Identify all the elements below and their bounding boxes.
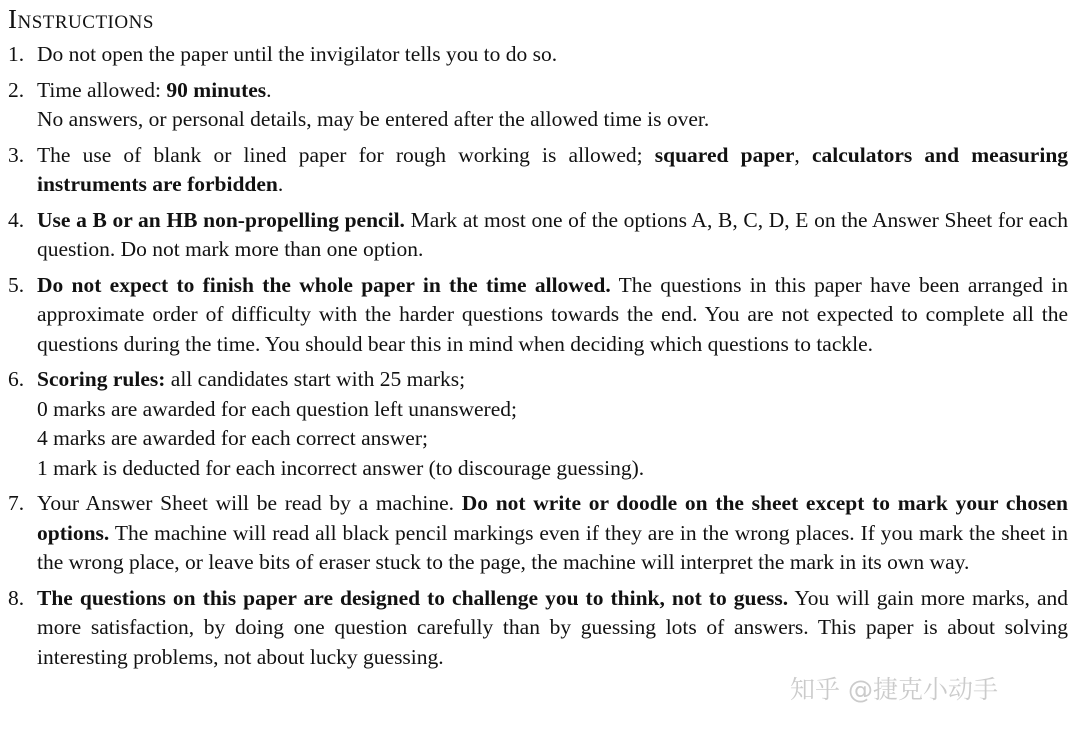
body-text: 0 marks are awarded for each question left unanswered; xyxy=(37,396,517,421)
body-text: , xyxy=(794,142,812,167)
body-text: . xyxy=(266,77,272,102)
emphasis-text: The questions on this paper are designed to challenge you to think, not to guess. xyxy=(37,585,789,610)
body-text: . xyxy=(277,172,284,196)
instruction-number: 6. xyxy=(8,367,25,391)
instruction-text xyxy=(37,365,1068,483)
body-text: Mark at most one of the options A, B, C, D, E on the Answer Sheet for each question. Do not mark more than one option. xyxy=(37,207,1069,261)
body-text: The use of blank or lined paper for rough working is allowed; xyxy=(37,142,655,167)
instruction-text xyxy=(37,584,1068,673)
instruction-item xyxy=(0,40,1080,70)
instruction-number: 5. xyxy=(8,272,25,297)
instruction-number: 2. xyxy=(8,77,25,102)
body-text: The machine will read all black pencil markings even if they are in the wrong places. If you mark the sheet in the wrong place, or leave bits of eraser stuck to the page, the machine will interpret the mark in its own way. xyxy=(37,520,1068,574)
body-text: 1 mark is deducted for each incorrect answer (to discourage guessing). xyxy=(37,455,645,480)
instruction-text xyxy=(37,40,1068,70)
page-title: Instructions xyxy=(8,4,154,34)
instruction-text xyxy=(37,141,1068,200)
body-text: all candidates start with 25 marks; xyxy=(165,367,466,391)
instruction-item xyxy=(0,489,1080,578)
instruction-text xyxy=(37,271,1068,360)
emphasis-text: calculators and measuring instruments are forbidden xyxy=(37,142,1069,196)
body-text: You will gain more marks, and more satisfaction, by doing one question carefully than by guessing lots of answers. This paper is about solving interesting problems, not about lucky guessing. xyxy=(37,585,1068,669)
instruction-number: 1. xyxy=(8,42,25,66)
instruction-text xyxy=(37,206,1068,265)
emphasis-text: Do not write or doodle on the sheet except to mark your chosen options. xyxy=(37,491,1069,545)
instructions-list xyxy=(0,40,1080,678)
emphasis-text: Use a B or an HB non-propelling pencil. xyxy=(37,207,405,232)
instruction-item xyxy=(0,584,1080,673)
emphasis-text: 90 minutes xyxy=(166,77,267,102)
instruction-number: 8. xyxy=(8,585,25,610)
instruction-item xyxy=(0,271,1080,360)
body-text: The questions in this paper have been arranged in approximate order of difficulty with the harder questions towards the end. You are not expected to complete all the questions during the time. You should bear this in mind when deciding which questions to tackle. xyxy=(37,272,1069,356)
emphasis-text: Scoring rules: xyxy=(37,367,166,391)
body-text: 4 marks are awarded for each correct answer; xyxy=(37,426,428,450)
instruction-number: 4. xyxy=(8,207,25,232)
body-text: No answers, or personal details, may be entered after the allowed time is over. xyxy=(37,107,710,131)
body-text: Do not open the paper until the invigilator tells you to do so. xyxy=(37,42,558,66)
instruction-item xyxy=(0,141,1080,200)
body-text: Your Answer Sheet will be read by a machine. xyxy=(37,491,462,515)
instruction-number: 7. xyxy=(8,491,25,515)
instruction-item xyxy=(0,206,1080,265)
emphasis-text: Do not expect to finish the whole paper in the time allowed. xyxy=(37,272,611,297)
watermark: 知乎 @捷克小动手 xyxy=(790,675,998,704)
emphasis-text: squared paper xyxy=(654,142,795,167)
instruction-text xyxy=(37,489,1068,578)
instruction-item xyxy=(0,365,1080,483)
instruction-text xyxy=(37,76,1068,135)
instruction-number: 3. xyxy=(8,142,25,167)
body-text: Time allowed: xyxy=(37,77,167,102)
instruction-item xyxy=(0,76,1080,135)
